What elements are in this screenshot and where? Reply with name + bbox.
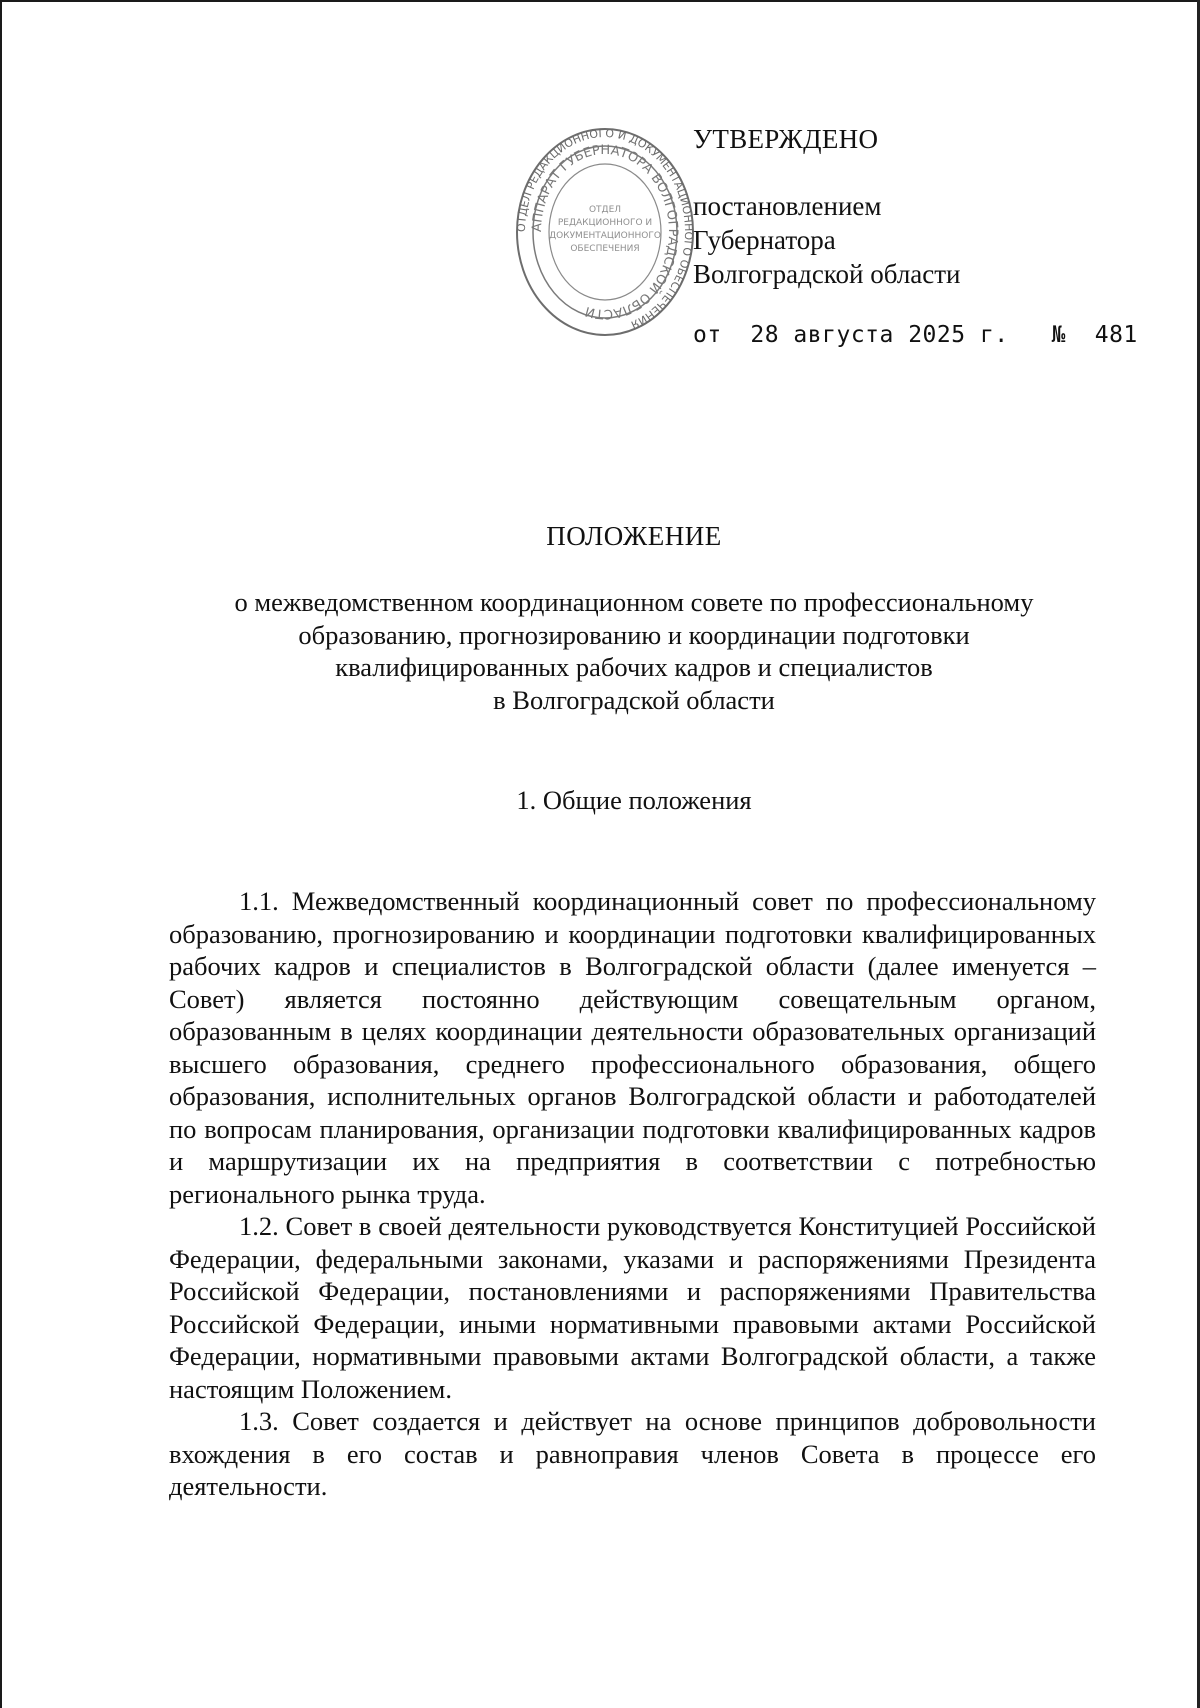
document-subtitle <box>150 586 1118 716</box>
paragraph-1-1: 1.1. Межведомственный координационный совет по профессиональному образованию, прогнозированию и координации подготовки квалифицированных рабочих кадров и специалистов в Волгоградской области (далее именуется – Совет) является постоянно действующим совещательным органом, образованным в целях координации деятельности образовательных организаций высшего образования, среднего профессионального образования, общего образования, исполнительных органов Волгоградской области и работодателей по вопросам планирования, организации подготовки квалифицированных кадров и маршрутизации их на предприятия в соответствии с потребностью регионального рынка труда. <box>169 886 1096 1209</box>
paragraph-1-3: 1.3. Совет создается и действует на основе принципов добровольности вхождения в его состав и равноправия членов Совета в процессе его деятельности. <box>169 1406 1096 1501</box>
seal-inner-line-2: РЕДАКЦИОННОГО И <box>557 218 653 228</box>
subtitle-line: образованию, прогнозированию и координации подготовки <box>298 619 970 650</box>
document-title: ПОЛОЖЕНИЕ <box>546 521 722 551</box>
scan-edge-left <box>0 0 2 1708</box>
seal-ring-text: ОТДЕЛ РЕДАКЦИОННОГО И ДОКУМЕНТАЦИОННОГО ОБЕСПЕЧЕНИЯ <box>515 126 695 332</box>
seal-inner-line-3: ДОКУМЕНТАЦИОННОГО <box>549 231 661 241</box>
seal-outer-text: АППАРАТ ГУБЕРНАТОРА ВОЛГОГРАДСКОЙ ОБЛАСТИ <box>529 142 681 322</box>
official-seal <box>515 117 695 347</box>
section-heading: 1. Общие положения <box>516 785 752 815</box>
seal-inner-line-4: ОБЕСПЕЧЕНИЯ <box>570 244 640 254</box>
approval-decree-line: Волгоградской области <box>693 259 961 289</box>
subtitle-line: квалифицированных рабочих кадров и специалистов <box>335 652 933 682</box>
subtitle-line: о межведомственном координационном совете по профессиональному <box>234 587 1034 617</box>
approval-decree-line: постановлением <box>693 191 882 221</box>
document-body <box>169 885 1096 1503</box>
subtitle-line: в Волгоградской области <box>493 684 775 715</box>
seal-inner-line-1: ОТДЕЛ <box>588 205 622 215</box>
approval-decree-line: Губернатора <box>693 225 836 255</box>
approval-date-number: от 28 августа 2025 г. № 481 <box>693 322 1138 348</box>
paragraph-1-2: 1.2. Совет в своей деятельности руководствуется Конституцией Российской Федерации, федеральными законами, указами и распоряжениями Президента Российской Федерации, постановлениями и распоряжениями Правительства Российской Федерации, иными нормативными правовыми актами Российской Федерации, нормативными правовыми актами Волгоградской области, а также настоящим Положением. <box>169 1211 1096 1404</box>
approval-title: УТВЕРЖДЕНО <box>693 124 879 154</box>
scan-edge-top <box>0 0 1200 2</box>
